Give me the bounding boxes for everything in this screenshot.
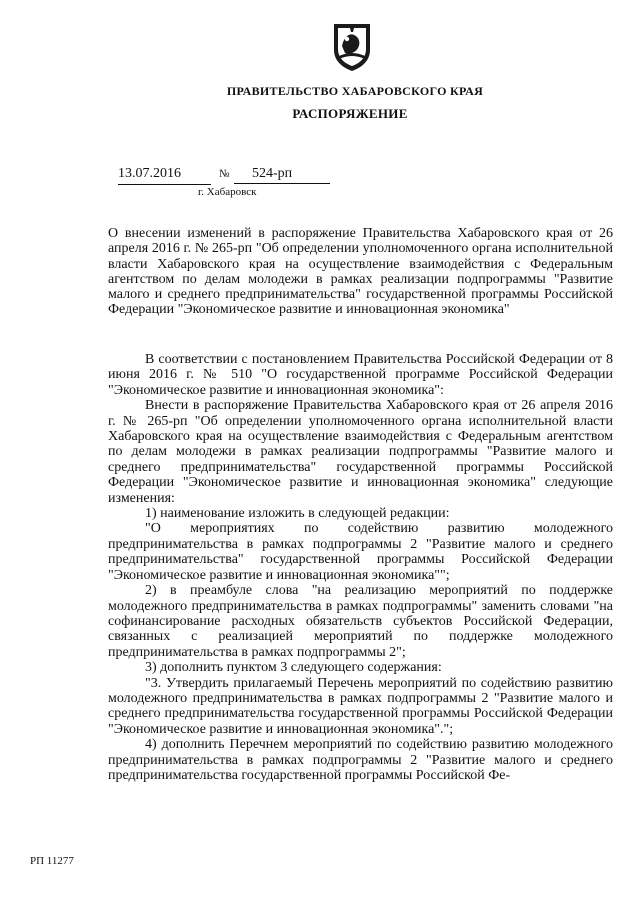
document-number: 524-рп xyxy=(234,166,330,184)
document-type: РАСПОРЯЖЕНИЕ xyxy=(292,106,408,121)
coat-of-arms-emblem xyxy=(330,22,374,72)
paragraph: Внести в распоряжение Правительства Хабаровского края от 26 апреля 2016 г. № 265-рп "Об определении уполномоченного органа исполнительной власти Хабаровского края на осуществление взаимодействия с Федеральным агентством по делам молодежи в рамках реализации подпрограммы "Развитие малого и среднего предпринимательства" государственной программы Российской Федерации "Экономическое развитие и инновационная экономика" следующие изменения: xyxy=(108,398,613,506)
paragraph: 2) в преамбуле слова "на реализацию мероприятий по поддержке молодежного предпринимательства в рамках подпрограммы" заменить словами "на софинансирование расходных обязательств субъектов Российской Федерации, связанных с реализацией мероприятий по поддержке молодежного предпринимательства в рамках подпрограммы 2"; xyxy=(108,583,613,660)
document-body xyxy=(108,352,613,783)
government-name: ПРАВИТЕЛЬСТВО ХАБАРОВСКОГО КРАЯ xyxy=(226,84,484,98)
city-name: г. Хабаровск xyxy=(198,186,257,198)
paragraph: "3. Утвердить прилагаемый Перечень мероприятий по содействию развитию молодежного предпринимательства в рамках подпрограммы 2 "Развитие малого и среднего предпринимательства государственной программы Российской Федерации "Экономическое развитие и инновационная экономика"."; xyxy=(108,675,613,737)
number-sign: № xyxy=(219,168,230,180)
document-title: О внесении изменений в распоряжение Правительства Хабаровского края от 26 апреля 2016 г. № 265-рп "Об определении уполномоченного органа исполнительной власти Хабаровского края на осуществление взаимодействия с Федеральным агентством по делам молодежи в рамках реализации подпрограммы "Развитие малого и среднего предпринимательства" государственной программы Российской Федерации "Экономическое развитие и инновационная экономика" xyxy=(108,226,613,318)
document-date: 13.07.2016 xyxy=(118,166,211,185)
paragraph: В соответствии с постановлением Правительства Российской Федерации от 8 июня 2016 г. № 510 "О государственной программе Российской Федерации "Экономическое развитие и инновационная экономика": xyxy=(108,352,613,398)
paragraph: 1) наименование изложить в следующей редакции: xyxy=(145,506,450,522)
paragraph: 4) дополнить Перечнем мероприятий по содействию развитию молодежного предпринимательства в рамках подпрограммы 2 "Развитие малого и среднего предпринимательства государственной программы Российской Фе- xyxy=(108,737,613,783)
paragraph: "О мероприятиях по содействию развитию молодежного предпринимательства в рамках подпрограммы 2 "Развитие малого и среднего предпринимательства" государственной программы Российской Федерации "Экономическое развитие и инновационная экономика""; xyxy=(108,521,613,583)
document-code: РП 11277 xyxy=(30,855,74,867)
paragraph: 3) дополнить пунктом 3 следующего содержания: xyxy=(145,660,442,676)
